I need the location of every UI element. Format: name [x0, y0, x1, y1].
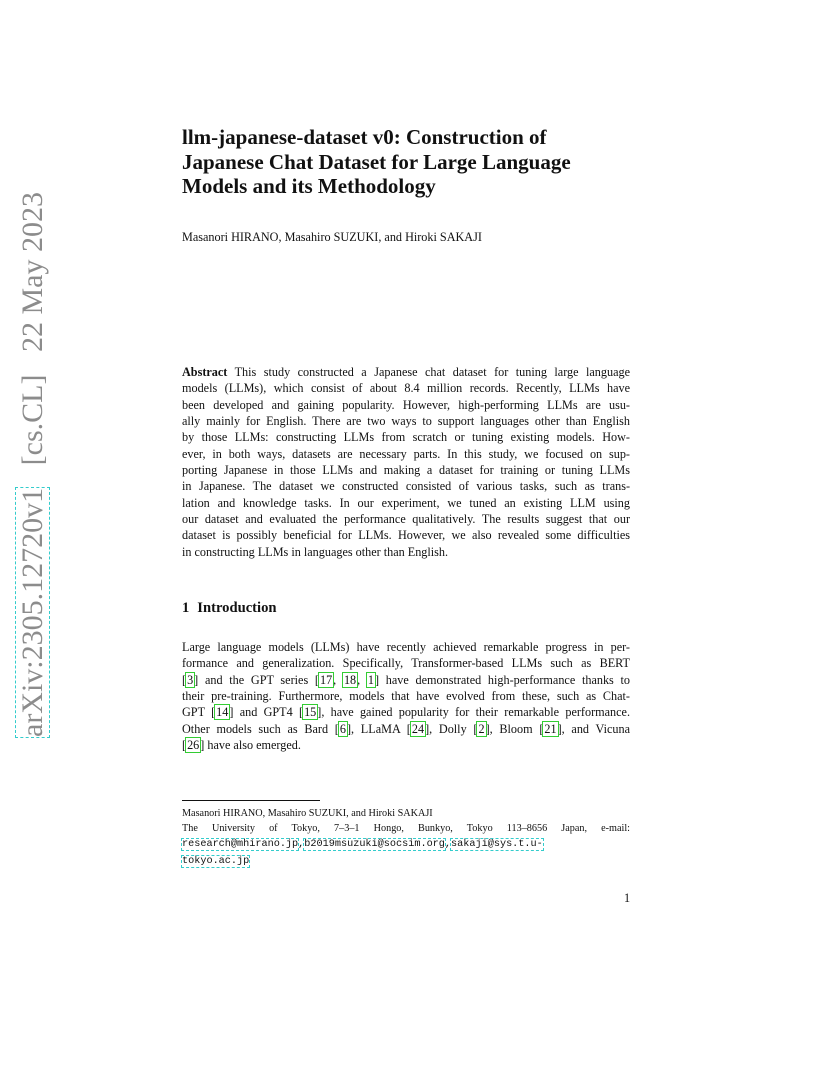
abstract — [182, 364, 630, 560]
footnote-emails — [182, 836, 630, 852]
abstract-text: This study constructed a Japanese chat dataset for tuning large language — [227, 365, 630, 379]
email-link[interactable]: sakaji@sys.t.u- — [451, 839, 543, 851]
intro-text: ], Bloom [ — [485, 721, 544, 736]
footnote-authors: Masanori HIRANO, Masahiro SUZUKI, and Hiroki SAKAJI — [182, 808, 433, 819]
intro-text: ], LLaMA [ — [346, 721, 411, 736]
arxiv-id-link[interactable]: arXiv:2305.12720v1 — [16, 487, 49, 737]
abstract-line: dataset is possibly beneficial for LLMs. However, we also revealed some difficulties — [182, 528, 630, 543]
intro-text: Other models such as Bard [ — [182, 721, 339, 736]
abstract-line: lation and knowledge tasks. In our experiment, we tuned an existing LLM using — [182, 495, 630, 510]
abstract-line: in constructing LLMs in languages other than English. — [182, 544, 449, 559]
intro-line — [182, 704, 630, 720]
abstract-line: been developed and gaining popularity. However, high-performing LLMs are usu- — [182, 397, 630, 412]
intro-text: GPT [ — [182, 705, 216, 720]
intro-line — [182, 721, 630, 737]
intro-paragraph — [182, 639, 630, 753]
email-separator: , — [444, 839, 452, 851]
abstract-line: in Japanese. The dataset we constructed consisted of various tasks, such as trans- — [182, 479, 630, 494]
email-link[interactable]: research@mhirano.jp — [182, 839, 299, 851]
abstract-line: models (LLMs), which consist of about 8.4 million records. Recently, LLMs have — [182, 381, 630, 396]
section-title: Introduction — [197, 600, 277, 616]
abstract-line: porting Japanese in those LLMs and making a dataset for training or tuning LLMs — [182, 463, 630, 478]
citation-link[interactable]: 2 — [478, 721, 485, 736]
arxiv-side-stamp — [14, 192, 52, 737]
abstract-line — [182, 364, 630, 380]
citation-link[interactable]: 24 — [411, 721, 425, 736]
footnote-emails-cont — [182, 853, 630, 869]
citation-link[interactable]: 26 — [187, 738, 200, 753]
citation-link[interactable]: 21 — [544, 721, 557, 736]
citation-link[interactable]: 1 — [367, 672, 375, 687]
title-line-2: Japanese Chat Dataset for Large Language — [182, 149, 571, 174]
title-line-1: llm-japanese-dataset v0: Construction of — [182, 125, 547, 149]
author-list: Masanori HIRANO, Masahiro SUZUKI, and Hiroki SAKAJI — [182, 230, 482, 244]
paper-title — [182, 125, 642, 199]
footnote — [182, 806, 630, 869]
intro-line: formance and generalization. Specifically, Transformer-based LLMs such as BERT — [182, 656, 630, 671]
email-link[interactable]: b2019msuzuki@socsim.org — [304, 839, 445, 851]
intro-line: Large language models (LLMs) have recently achieved remarkable progress in per- — [182, 640, 630, 654]
intro-text: , — [357, 672, 367, 687]
intro-text: ] have also emerged. — [200, 738, 301, 753]
intro-text: ] have demonstrated high-performance thanks to — [375, 672, 630, 687]
abstract-label: Abstract — [182, 365, 228, 379]
citation-link[interactable]: 6 — [339, 721, 346, 736]
citation-link[interactable]: 3 — [187, 672, 194, 687]
intro-line: [26] have also emerged. — [182, 738, 301, 753]
intro-text: , — [333, 672, 343, 687]
arxiv-date: 22 May 2023 — [16, 192, 49, 353]
abstract-line: ever, in both ways, datasets are necessary parts. In this study, we focused on sup- — [182, 446, 630, 461]
section-number: 1 — [182, 600, 190, 616]
citation-link[interactable]: 15 — [304, 705, 317, 720]
email-separator: , — [298, 839, 305, 851]
title-line-3: Models and its Methodology — [182, 174, 436, 198]
citation-link[interactable]: 18 — [343, 672, 357, 687]
citation-link[interactable]: 17 — [319, 672, 333, 687]
email-link[interactable]: tokyo.ac.jp — [182, 855, 250, 867]
abstract-line: by those LLMs: constructing LLMs from scratch or tuning existing models. How- — [182, 430, 630, 445]
citation-link[interactable]: 14 — [216, 705, 229, 720]
page-number: 1 — [624, 891, 631, 905]
footnote-rule — [182, 800, 320, 801]
intro-text: ], have gained popularity for their remarkable performance. — [317, 705, 630, 720]
intro-text: ], Dolly [ — [425, 721, 478, 736]
arxiv-stamp-text — [14, 192, 52, 737]
footnote-affiliation: The University of Tokyo, 7–3–1 Hongo, Bunkyo, Tokyo 113–8656 Japan, e-mail: — [182, 823, 630, 835]
intro-line: their pre-training. Furthermore, models that have evolved from these, such as Chat- — [182, 689, 630, 704]
intro-line: [3] and the GPT series [17, 18, 1] have demonstrated high-performance thanks to — [182, 672, 630, 687]
abstract-line: ally mainly for English. There are two ways to support languages other than English — [182, 414, 630, 429]
abstract-line: our dataset and evaluated the performance qualitatively. The results suggest that our — [182, 512, 630, 527]
intro-text: and the GPT series [ — [198, 672, 319, 687]
intro-text: ] and GPT4 [ — [229, 705, 304, 720]
arxiv-category: [cs.CL] — [16, 374, 49, 466]
section-heading — [182, 600, 277, 617]
intro-text: ], and Vicuna — [557, 721, 630, 736]
